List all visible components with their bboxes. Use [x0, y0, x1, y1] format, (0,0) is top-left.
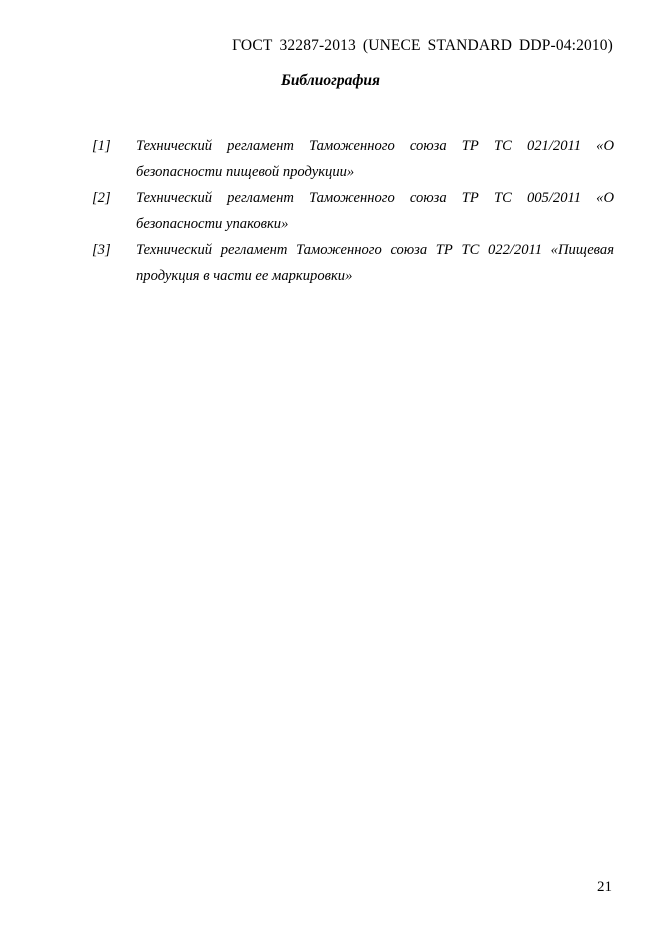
bibliography-list: [92, 133, 614, 289]
bibliography-title: Библиография: [280, 72, 381, 89]
entry-number: [2]: [92, 190, 111, 206]
entry-number: [1]: [92, 138, 111, 154]
document-header: ГОСТ 32287-2013 (UNECE STANDARD DDP-04:2010): [232, 37, 613, 54]
page-number: 21: [597, 879, 612, 895]
entry-text: Технический регламент Таможенного союза ТР ТС 005/2011 «О безопасности упаковки»: [136, 190, 614, 232]
entry-text: Технический регламент Таможенного союза ТР ТС 022/2011 «Пищевая продукция в части ее маркировки»: [136, 242, 614, 284]
bibliography-entry: [92, 237, 614, 289]
bibliography-entry: [92, 133, 614, 185]
entry-number: [3]: [92, 242, 111, 258]
bibliography-entry: [92, 185, 614, 237]
entry-text: Технический регламент Таможенного союза ТР ТС 021/2011 «О безопасности пищевой продукции»: [136, 138, 614, 180]
